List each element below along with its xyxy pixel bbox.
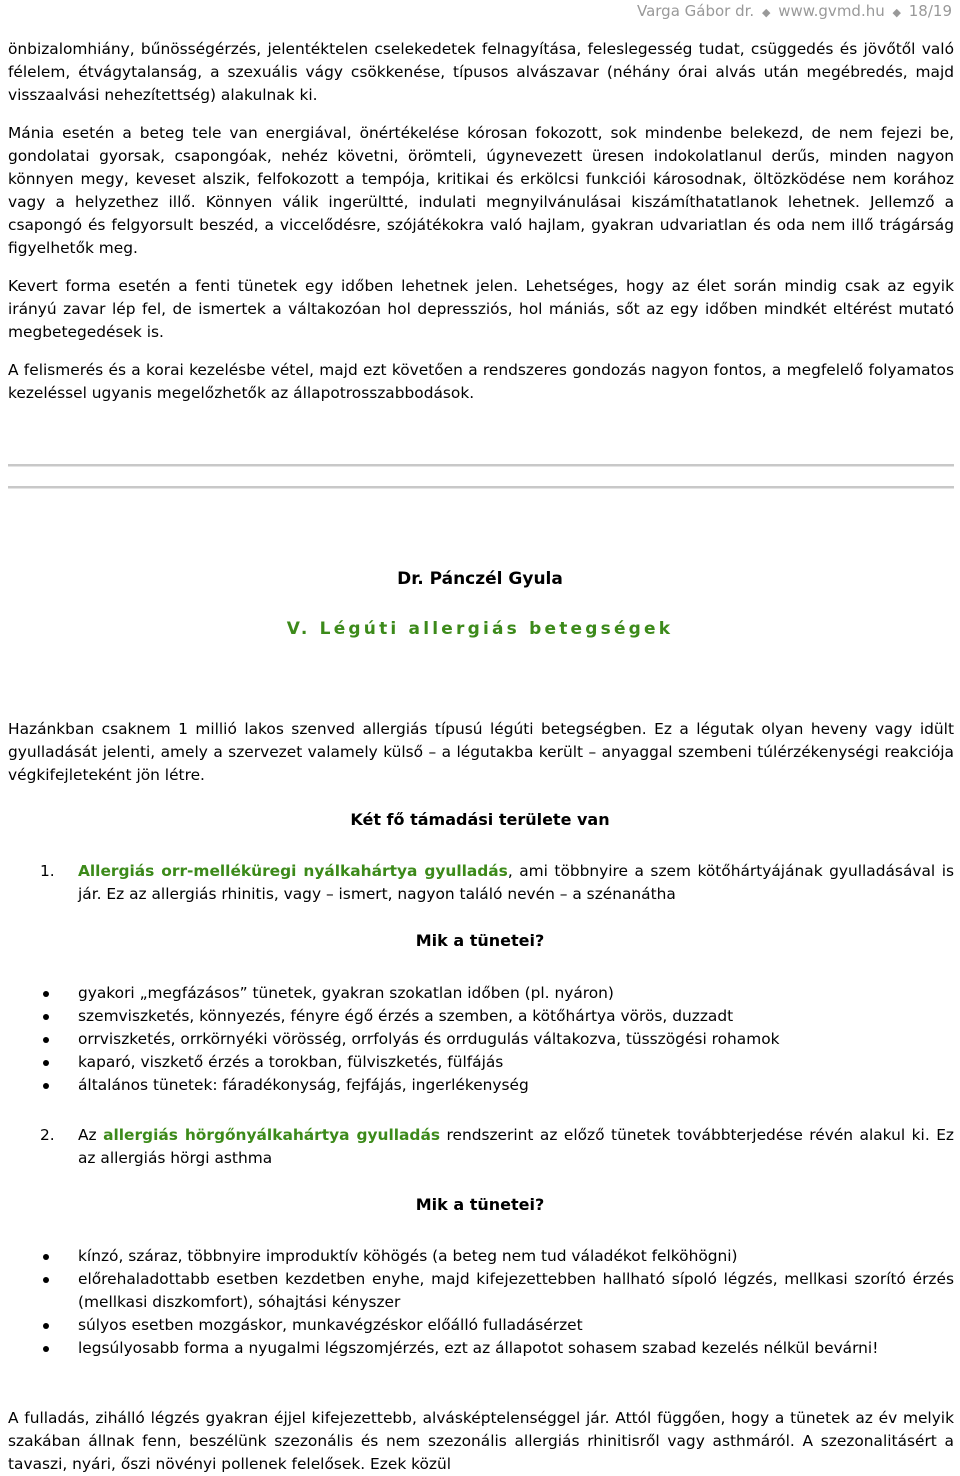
symptom-list xyxy=(8,1245,954,1360)
bullet-icon xyxy=(43,1083,49,1089)
bullet-icon xyxy=(43,1060,49,1066)
list-item-text: előrehaladottabb esetben kezdetben enyhe, majd kifejezettebben hallható sípoló légzés, mellkasi szorító érzés (mellkasi diszkomfort), sóhajtási kényszer xyxy=(78,1270,954,1311)
divider xyxy=(8,486,954,489)
bullet-icon xyxy=(43,991,49,997)
bullet-icon xyxy=(43,1254,49,1260)
item-number: 1. xyxy=(40,862,55,880)
item-text xyxy=(78,860,954,906)
bullet-icon xyxy=(43,1323,49,1329)
title-number: V. xyxy=(286,619,311,639)
item-highlight: Allergiás orr-melléküregi nyálkahártya gyulladás xyxy=(78,862,508,880)
item-rest: , ami többnyire a szem kötőhártyájának gyulladásával is jár. Ez az allergiás rhinitis, vagy – ismert, nagyon találó nevén – a szénanátha xyxy=(78,862,954,903)
list-item-text: általános tünetek: fáradékonyság, fejfájás, ingerlékenység xyxy=(78,1076,529,1094)
header-author: Varga Gábor dr. xyxy=(636,2,755,20)
list-item xyxy=(8,1314,954,1337)
list-item-text: gyakori „megfázásos” tünetek, gyakran szokatlan időben (pl. nyáron) xyxy=(78,984,614,1002)
paragraph: önbizalomhiány, bűnösségérzés, jelentéktelen cselekedetek felnagyítása, feleslegesség tudat, csüggedés és jövőtől való félelem, étvágytalanság, a szexuális vágy csökkenése, típusos alvászavar (néhány órai alvás után megébredés, majd visszaalvási nehezítettség) alakulnak ki. xyxy=(8,40,954,104)
paragraph: Hazánkban csaknem 1 millió lakos szenved allergiás típusú légúti betegségben. Ez a légutak olyan heveny vagy idült gyulladását jelenti, amely a szervezet valamely külső – a légutakba került – anyaggal szembeni túlérzékenységi reakciója végkifejleteként jön létre. xyxy=(8,720,954,784)
item-number: 2. xyxy=(40,1126,55,1144)
item-text xyxy=(78,1124,954,1170)
list-item-text: súlyos esetben mozgáskor, munkavégzéskor előálló fulladásérzet xyxy=(78,1316,583,1334)
page-header xyxy=(637,0,952,22)
symptoms-heading: Mik a tünetei? xyxy=(415,1195,545,1214)
article-author: Dr. Pánczél Gyula xyxy=(397,569,563,589)
bullet-icon xyxy=(43,1277,49,1283)
symptoms-heading: Mik a tünetei? xyxy=(415,931,545,950)
closing-paragraph xyxy=(8,1407,954,1476)
list-item-text: kaparó, viszkető érzés a torokban, fülviszketés, fülfájás xyxy=(78,1053,504,1071)
list-item-text: szemviszketés, könnyezés, fényre égő érzés a szemben, a kötőhártya vörös, duzzadt xyxy=(78,1007,734,1025)
bullet-icon xyxy=(43,1037,49,1043)
paragraph: Mánia esetén a beteg tele van energiával, önértékelése kórosan fokozott, sok mindenbe belekezd, de nem fejezi be, gondolatai gyorsak, csapongóak, nehéz követni, örömteli, úgynevezett üresen indokolatlanul derűs, minden nagyon könnyen megy, keveset alszik, felfokozott a tempója, kritikai és erkölcsi funkciói károsodnak, öltözködése nem korához vagy a helyzethez illő. Könnyen válik ingerültté, indulati megnyilvánulásai kiszámíthatatlanok lehetnek. Jellemző a csapongó és felgyorsult beszéd, a viccelődésre, szójátékokra való hajlam, gyakran udvariatlan és oda nem illő trágárság figyelhetők meg. xyxy=(8,124,954,257)
bullet-icon xyxy=(43,1346,49,1352)
section-heading: Két fő támadási területe van xyxy=(350,810,610,829)
item-rest: rendszerint az előző tünetek továbbterjedése révén alakul ki. Ez az allergiás hörgi asthma xyxy=(78,1126,954,1167)
article-title xyxy=(0,619,960,639)
list-item xyxy=(8,1028,954,1051)
list-item xyxy=(8,1268,954,1314)
divider xyxy=(8,464,954,467)
header-page-number: 18/19 xyxy=(908,2,952,20)
item-highlight: allergiás hörgőnyálkahártya gyulladás xyxy=(103,1126,440,1144)
numbered-item xyxy=(8,860,954,906)
list-item-text: kínzó, száraz, többnyire improduktív köhögés (a beteg nem tud váladékot felköhögni) xyxy=(78,1247,738,1265)
article-intro xyxy=(8,718,954,787)
header-site: www.gvmd.hu xyxy=(778,2,885,20)
numbered-item xyxy=(8,1124,954,1170)
list-item xyxy=(8,982,954,1005)
item-pre: Az xyxy=(78,1126,104,1144)
intro-section xyxy=(8,38,954,405)
symptom-list xyxy=(8,982,954,1097)
list-item xyxy=(8,1337,954,1360)
bullet-icon xyxy=(43,1014,49,1020)
list-item-text: orrviszketés, orrkörnyéki vörösség, orrfolyás és orrdugulás váltakozva, tüsszögési rohamok xyxy=(78,1030,780,1048)
diamond-icon: ◆ xyxy=(761,6,771,19)
list-item xyxy=(8,1051,954,1074)
paragraph: A fulladás, zihálló légzés gyakran éjjel kifejezettebb, alvásképtelenséggel jár. Attól függően, hogy a tünetek az év melyik szakában állnak fenn, beszélünk szezonális és nem szezonális allergiás rhinitisről vagy asthmáról. A szezonalitásért a tavaszi, nyári, őszi növényi pollenek felelősek. Ezek közül xyxy=(8,1409,954,1473)
list-item-text: legsúlyosabb forma a nyugalmi légszomjérzés, ezt az állapotot sohasem szabad kezelés nélkül bevárni! xyxy=(78,1339,879,1357)
paragraph: A felismerés és a korai kezelésbe vétel, majd ezt követően a rendszeres gondozás nagyon fontos, a megfelelő folyamatos kezeléssel ugyanis megelőzhetők az állapotrosszabbodások. xyxy=(8,361,954,402)
list-item xyxy=(8,1245,954,1268)
list-item xyxy=(8,1074,954,1097)
list-item xyxy=(8,1005,954,1028)
paragraph: Kevert forma esetén a fenti tünetek egy időben lehetnek jelen. Lehetséges, hogy az élet során mindig csak az egyik irányú zavar lép fel, de ismertek a váltakozóan hol depressziós, hol mániás, sőt az egy időben mindkét eltérést mutató megbetegedések is. xyxy=(8,277,954,341)
diamond-icon: ◆ xyxy=(892,6,901,19)
title-text: Légúti allergiás betegségek xyxy=(319,619,674,639)
